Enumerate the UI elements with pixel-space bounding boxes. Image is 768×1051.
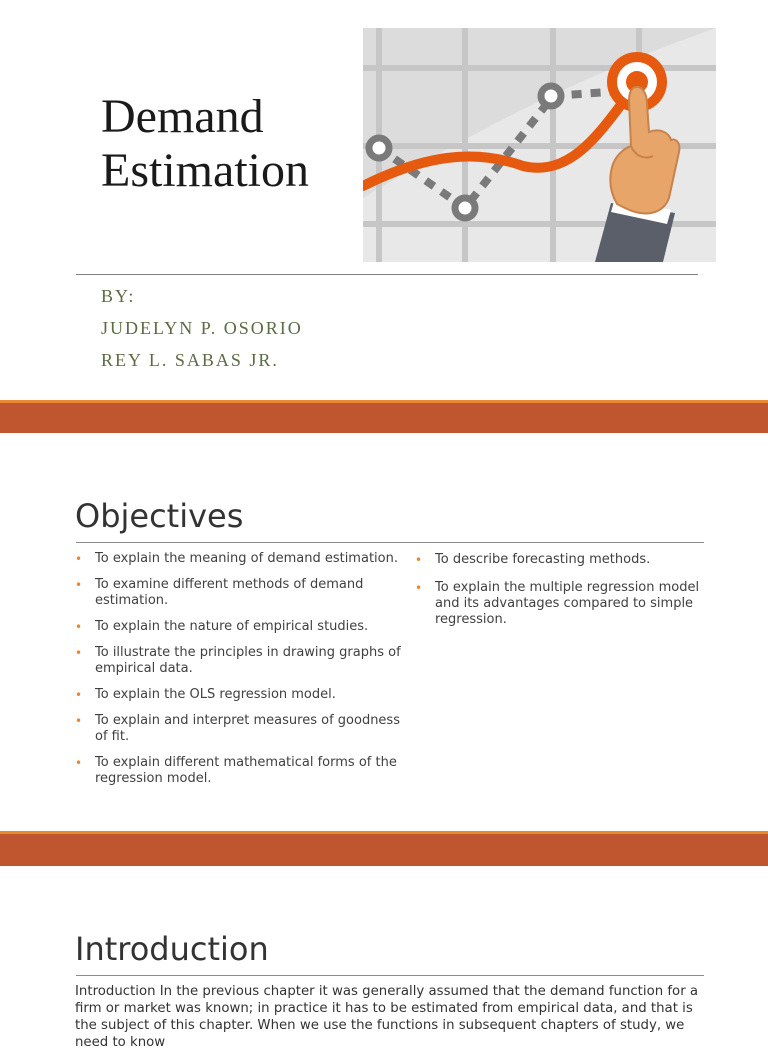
list-item: • To describe forecasting methods. (415, 552, 651, 567)
list-item: • To explain the multiple regression model and its advantages compared to simple regression. (415, 580, 700, 627)
introduction-body: Introduction In the previous chapter it was generally assumed that the demand function for a firm or market was known; in practice it has to be estimated from empirical data, and that is the subject of this chapter. When we use the functions in subsequent chapters of study, we need to know (75, 984, 699, 1050)
list-item: • To explain the OLS regression model. (75, 687, 336, 702)
introduction-divider (76, 975, 704, 976)
objectives-list-right (415, 552, 715, 640)
objectives-slide (0, 433, 768, 831)
by-label: BY: (101, 286, 136, 306)
bullet-icon: • (415, 581, 423, 595)
author-block (101, 284, 303, 380)
slide-separator (0, 831, 768, 866)
bullet-icon: • (75, 714, 83, 728)
bullet-icon: • (75, 578, 83, 592)
title-slide (0, 0, 768, 400)
objectives-heading: Objectives (75, 497, 244, 535)
bullet-icon: • (75, 620, 83, 634)
list-item: • To explain different mathematical forms of the regression model. (75, 755, 397, 786)
slide-title (101, 90, 309, 198)
list-item: • To examine different methods of demand estimation. (75, 577, 364, 608)
bullet-icon: • (75, 552, 83, 566)
chart-pointing-hand-icon (363, 28, 716, 262)
bullet-icon: • (415, 553, 423, 567)
title-line-1: Demand (101, 90, 264, 143)
introduction-slide (0, 866, 768, 1050)
objectives-list-left (75, 551, 405, 797)
list-item: • To explain the nature of empirical studies. (75, 619, 369, 634)
author-name-1: JUDELYN P. OSORIO (101, 318, 303, 338)
list-item: • To illustrate the principles in drawing graphs of empirical data. (75, 645, 401, 676)
title-divider (76, 274, 698, 275)
title-line-2: Estimation (101, 144, 309, 197)
author-name-2: REY L. SABAS JR. (101, 350, 279, 370)
list-item: • To explain the meaning of demand estimation. (75, 551, 398, 566)
bullet-icon: • (75, 688, 83, 702)
list-item: • To explain and interpret measures of goodness of fit. (75, 713, 400, 744)
hero-illustration (363, 28, 716, 262)
introduction-heading: Introduction (75, 930, 269, 968)
slide-separator (0, 400, 768, 433)
objectives-divider (76, 542, 704, 543)
bullet-icon: • (75, 756, 83, 770)
bullet-icon: • (75, 646, 83, 660)
